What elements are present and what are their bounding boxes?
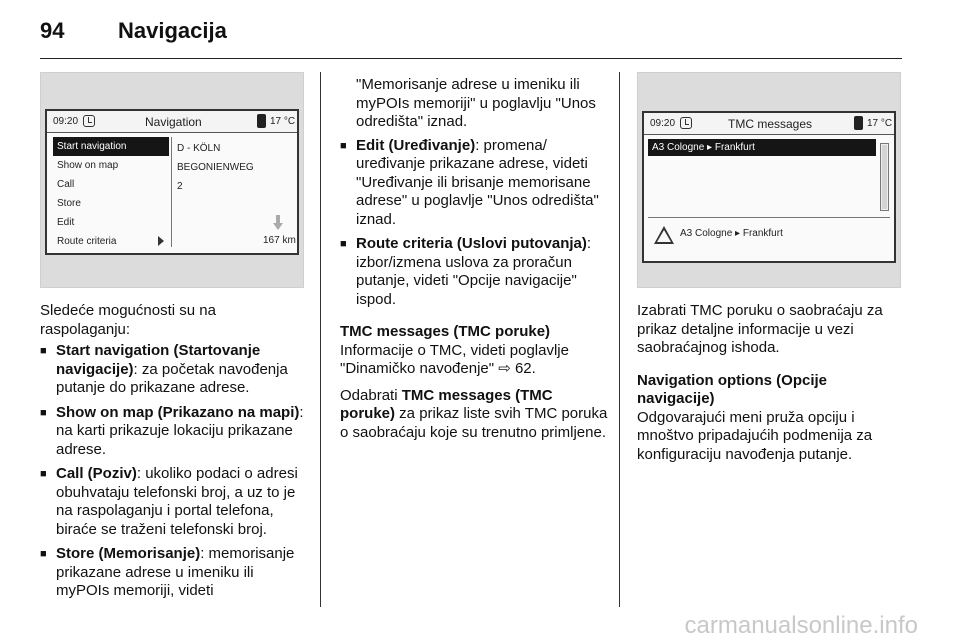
bullet-call <box>40 465 310 539</box>
column-1 <box>40 302 310 607</box>
bullet-text: : izbor/izmena uslova za proračun putanje, videti "Opcije navigacije" ispod. <box>356 235 592 308</box>
header-rule <box>40 58 902 59</box>
navigation-menu <box>53 137 169 251</box>
intro-text: Sledeće mogućnosti su na raspolaganju: <box>40 302 216 338</box>
text-term: TMC messages (TMC poruke) <box>340 386 553 422</box>
column-divider-2 <box>619 72 620 607</box>
column-divider-1 <box>320 72 321 607</box>
bullet-store <box>40 545 310 601</box>
menu-item-route-criteria[interactable]: Route criteria <box>57 236 117 247</box>
page-number: 94 <box>40 18 65 43</box>
temperature: 17 °C <box>867 118 893 129</box>
scrollbar[interactable] <box>880 143 889 211</box>
distance: 167 km <box>263 235 296 246</box>
menu-item-call[interactable]: Call <box>57 179 75 190</box>
bullet-term: Call (Poziv) <box>56 465 137 482</box>
tmc-select-text <box>340 387 608 443</box>
clock-icon <box>83 115 95 127</box>
screen-title: Navigation <box>145 115 202 129</box>
navigation-options-text: Odgovarajući meni pruža opciju i mnoštvo pripadajućih podmenija za konfiguraciju navođenja putanje. <box>637 408 873 463</box>
menu-item-show-on-map[interactable]: Show on map <box>57 160 119 171</box>
tmc-heading: TMC messages (TMC poruke) <box>340 323 551 340</box>
temperature: 17 °C <box>270 116 296 127</box>
page-title: Navigacija <box>118 18 227 43</box>
address-street: BEGONIENWEG <box>177 162 254 173</box>
text-run: za prikaz liste svih TMC poruka o saobraćaju koje su trenutno primljene. <box>340 405 608 441</box>
bullet-route-criteria <box>340 235 608 309</box>
submenu-arrow-icon <box>158 236 164 246</box>
menu-item-store[interactable]: Store <box>57 198 81 209</box>
menu-item-start-navigation[interactable]: Start navigation <box>53 137 169 156</box>
tmc-detail-paragraph: Izabrati TMC poruku o saobraćaju za prikaz detaljne informacije u vezi saobraćajnog ishoda. <box>637 302 883 356</box>
tmc-info-text: Informacije o TMC, videti poglavlje "Dinamičko navođenje" ⇨ 62. <box>340 341 569 377</box>
bullet-text: : memorisanje prikazane adrese u imeniku ili myPOIs memoriji, videti <box>56 545 295 599</box>
text-run: Odabrati <box>340 386 402 404</box>
thermometer-icon <box>854 116 863 130</box>
thermometer-icon <box>257 114 266 128</box>
bullet-start-navigation <box>40 342 310 398</box>
navigation-options-heading: Navigation options (Opcije navigacije) <box>637 371 828 407</box>
address-panel <box>177 139 254 196</box>
store-continuation: "Memorisanje adrese u imeniku ili myPOIs memoriji" u poglavlju "Unos odredišta" iznad. <box>356 76 596 130</box>
column-2 <box>340 76 608 450</box>
address-number: 2 <box>177 181 183 192</box>
bullet-text: : promena/ uređivanje prikazane adrese, videti "Uređivanje ili brisanje memorisane adrese" u poglavlje "Unos odredišta" iznad. <box>356 136 599 228</box>
warning-icon <box>654 226 674 244</box>
clock-icon <box>680 117 692 129</box>
bullet-edit <box>340 137 608 230</box>
bullet-text: : za početak navođenja putanje do prikazane adrese. <box>56 360 288 396</box>
screen-title: TMC messages <box>728 117 813 131</box>
bullet-show-on-map <box>40 404 310 460</box>
navigation-screen <box>45 109 299 255</box>
bullet-term: Edit (Uređivanje) <box>356 136 476 154</box>
status-bar <box>644 113 894 135</box>
screen-divider <box>171 137 172 247</box>
menu-item-edit[interactable]: Edit <box>57 217 75 228</box>
bullet-text: : na karti prikazuje lokaciju prikazane adrese. <box>56 403 304 458</box>
tmc-detail-panel <box>648 217 890 257</box>
watermark: carmanualsonline.info <box>684 612 918 639</box>
address-city: D - KÖLN <box>177 143 221 154</box>
down-arrow-icon <box>273 215 283 231</box>
status-bar <box>47 111 297 133</box>
tmc-screenshot <box>637 72 901 288</box>
bullet-term: Show on map (Prikazano na mapi) <box>56 403 300 421</box>
bullet-text: : ukoliko podaci o adresi obuhvataju telefonski broj, a uz to je na raspolaganju i portal telefona, biraće se traženi telefonski broj. <box>56 465 298 538</box>
column-3 <box>637 302 907 472</box>
tmc-screen <box>642 111 896 263</box>
navigation-screenshot <box>40 72 304 288</box>
clock-time: 09:20 <box>53 116 79 127</box>
bullet-term: Store (Memorisanje) <box>56 545 201 562</box>
clock-time: 09:20 <box>650 118 676 129</box>
bullet-term: Route criteria (Uslovi putovanja) <box>356 235 587 252</box>
bullet-term: Start navigation (Startovanje navigacije) <box>56 342 261 378</box>
tmc-message-selected[interactable]: A3 Cologne ▸ Frankfurt <box>648 139 876 156</box>
tmc-detail-text: A3 Cologne ▸ Frankfurt <box>680 228 783 239</box>
